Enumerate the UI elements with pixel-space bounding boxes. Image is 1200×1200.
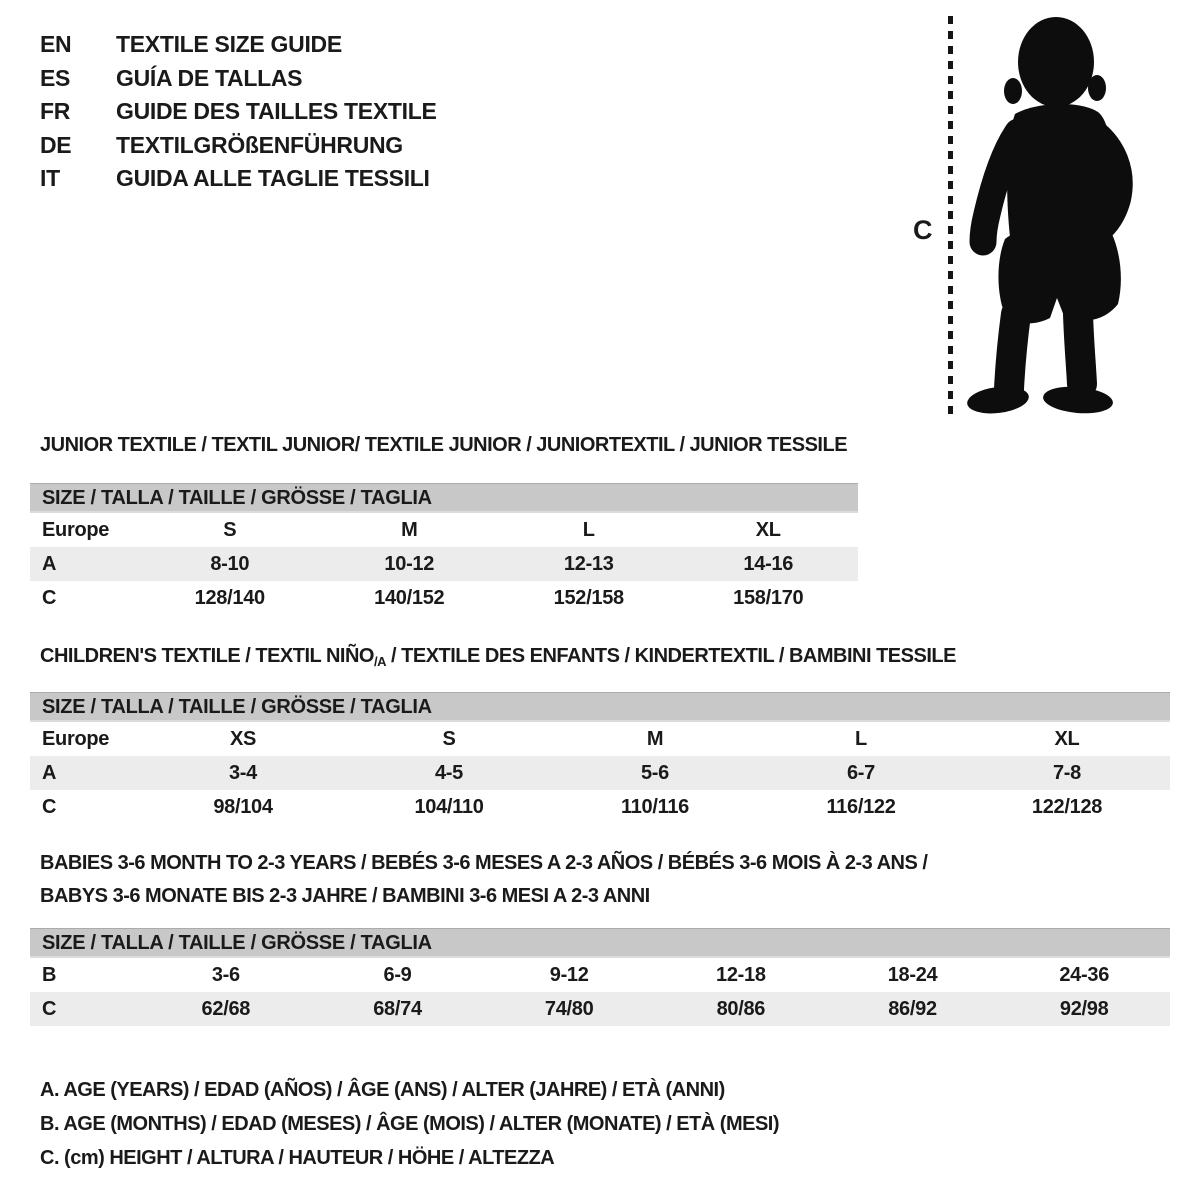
months-cell: 3-6 bbox=[211, 963, 240, 986]
size-guide-title-fr: GUIDE DES TAILLES TEXTILE bbox=[116, 98, 437, 125]
size-cell: L bbox=[855, 727, 867, 750]
legend-height-cm: C. (cm) HEIGHT / ALTURA / HAUTEUR / HÖHE / ALTEZZA bbox=[40, 1147, 555, 1169]
babies-section-title bbox=[40, 847, 927, 913]
height-measure-dashed-line bbox=[948, 16, 953, 416]
language-code: IT bbox=[40, 165, 60, 192]
age-cell: 6-7 bbox=[846, 761, 875, 784]
size-guide-title-en: TEXTILE SIZE GUIDE bbox=[116, 31, 342, 58]
babies-height-row bbox=[30, 992, 1170, 1026]
size-guide-title-it: GUIDA ALLE TAGLIE TESSILI bbox=[116, 165, 430, 192]
babies-title-line1: BABIES 3-6 MONTH TO 2-3 YEARS / BEBÉS 3-6 MESES A 2-3 AÑOS / BÉBÉS 3-6 MOIS À 2-3 ANS / bbox=[40, 852, 928, 874]
age-cell: 14-16 bbox=[743, 552, 794, 575]
height-cell: 74/80 bbox=[544, 997, 594, 1020]
children-size-header-bar: SIZE / TALLA / TAILLE / GRÖSSE / TAGLIA bbox=[30, 692, 1170, 722]
babies-size-header-bar: SIZE / TALLA / TAILLE / GRÖSSE / TAGLIA bbox=[30, 928, 1170, 958]
age-cell: 3-4 bbox=[228, 761, 257, 784]
age-cell: 10-12 bbox=[384, 552, 435, 575]
months-cell: 12-18 bbox=[716, 963, 766, 986]
children-height-row bbox=[30, 790, 1170, 824]
language-row-it bbox=[40, 162, 437, 196]
legend-age-years: A. AGE (YEARS) / EDAD (AÑOS) / ÂGE (ANS) / ALTER (JAHRE) / ETÀ (ANNI) bbox=[40, 1079, 725, 1101]
age-cell: 12-13 bbox=[563, 552, 614, 575]
junior-size-header-bar: SIZE / TALLA / TAILLE / GRÖSSE / TAGLIA bbox=[30, 483, 858, 513]
height-cell: 152/158 bbox=[553, 586, 624, 609]
size-cell: XL bbox=[755, 518, 781, 541]
legend-age-months: B. AGE (MONTHS) / EDAD (MESES) / ÂGE (MOIS) / ALTER (MONATE) / ETÀ (MESI) bbox=[40, 1113, 780, 1135]
size-cell: S bbox=[442, 727, 456, 750]
row-label: B bbox=[42, 963, 57, 986]
language-code: FR bbox=[40, 98, 71, 125]
height-measure-label: C bbox=[913, 215, 933, 245]
age-cell: 5-6 bbox=[640, 761, 669, 784]
size-cell: XL bbox=[1054, 727, 1080, 750]
children-title-prefix: CHILDREN'S TEXTILE / TEXTIL NIÑO bbox=[40, 645, 374, 667]
age-cell: 4-5 bbox=[434, 761, 463, 784]
language-code: DE bbox=[40, 131, 72, 158]
months-cell: 24-36 bbox=[1059, 963, 1110, 986]
junior-size-table bbox=[30, 483, 858, 615]
language-code: ES bbox=[40, 64, 71, 91]
row-label: C bbox=[42, 795, 57, 818]
height-cell: 98/104 bbox=[213, 795, 273, 818]
size-cell: L bbox=[582, 518, 595, 541]
height-cell: 140/152 bbox=[374, 586, 445, 609]
height-cell: 158/170 bbox=[733, 586, 804, 609]
junior-europe-row bbox=[30, 513, 858, 547]
height-cell: 116/122 bbox=[826, 795, 896, 818]
height-cell: 86/92 bbox=[888, 997, 937, 1020]
height-cell: 104/110 bbox=[414, 795, 484, 818]
language-row-es bbox=[40, 62, 437, 96]
children-title-subscript: /A bbox=[373, 654, 386, 669]
size-guide-title-de: TEXTILGRÖßENFÜHRUNG bbox=[116, 131, 403, 158]
babies-title-line2: BABYS 3-6 MONATE BIS 2-3 JAHRE / BAMBINI 3-6 MESI A 2-3 ANNI bbox=[40, 885, 650, 907]
row-label: Europe bbox=[42, 518, 110, 541]
children-europe-row bbox=[30, 722, 1170, 756]
height-cell: 92/98 bbox=[1059, 997, 1109, 1020]
height-cell: 62/68 bbox=[201, 997, 251, 1020]
toddler-silhouette-icon bbox=[960, 14, 1145, 424]
size-cell: S bbox=[223, 518, 237, 541]
row-label: A bbox=[42, 761, 57, 784]
babies-months-row bbox=[30, 958, 1170, 992]
age-cell: 8-10 bbox=[210, 552, 250, 575]
months-cell: 9-12 bbox=[549, 963, 589, 986]
months-cell: 6-9 bbox=[383, 963, 412, 986]
language-row-de bbox=[40, 129, 437, 163]
language-row-en bbox=[40, 28, 437, 62]
language-row-fr bbox=[40, 95, 437, 129]
size-guide-title-es: GUÍA DE TALLAS bbox=[116, 64, 303, 91]
children-section-title bbox=[40, 645, 956, 669]
months-cell: 18-24 bbox=[887, 963, 938, 986]
junior-section-title: JUNIOR TEXTILE / TEXTIL JUNIOR/ TEXTILE JUNIOR / JUNIORTEXTIL / JUNIOR TESSILE bbox=[40, 434, 848, 456]
row-label: Europe bbox=[42, 727, 110, 750]
language-title-block bbox=[40, 28, 437, 196]
children-size-table bbox=[30, 692, 1170, 824]
height-cell: 122/128 bbox=[1031, 795, 1103, 818]
measurement-legend bbox=[40, 1073, 779, 1175]
babies-size-table bbox=[30, 928, 1170, 1026]
row-label: A bbox=[42, 552, 57, 575]
size-cell: M bbox=[401, 518, 418, 541]
height-cell: 80/86 bbox=[716, 997, 766, 1020]
children-title-suffix: / TEXTILE DES ENFANTS / KINDERTEXTIL / BAMBINI TESSILE bbox=[385, 645, 956, 667]
age-cell: 7-8 bbox=[1052, 761, 1081, 784]
size-cell: XS bbox=[229, 727, 257, 750]
row-label: C bbox=[42, 586, 57, 609]
junior-age-row bbox=[30, 547, 858, 581]
row-label: C bbox=[42, 997, 57, 1020]
junior-height-row bbox=[30, 581, 858, 615]
height-cell: 68/74 bbox=[373, 997, 422, 1020]
size-cell: M bbox=[646, 727, 664, 750]
height-cell: 110/116 bbox=[621, 795, 689, 818]
children-age-row bbox=[30, 756, 1170, 790]
language-code: EN bbox=[40, 31, 72, 58]
height-cell: 128/140 bbox=[194, 586, 265, 609]
